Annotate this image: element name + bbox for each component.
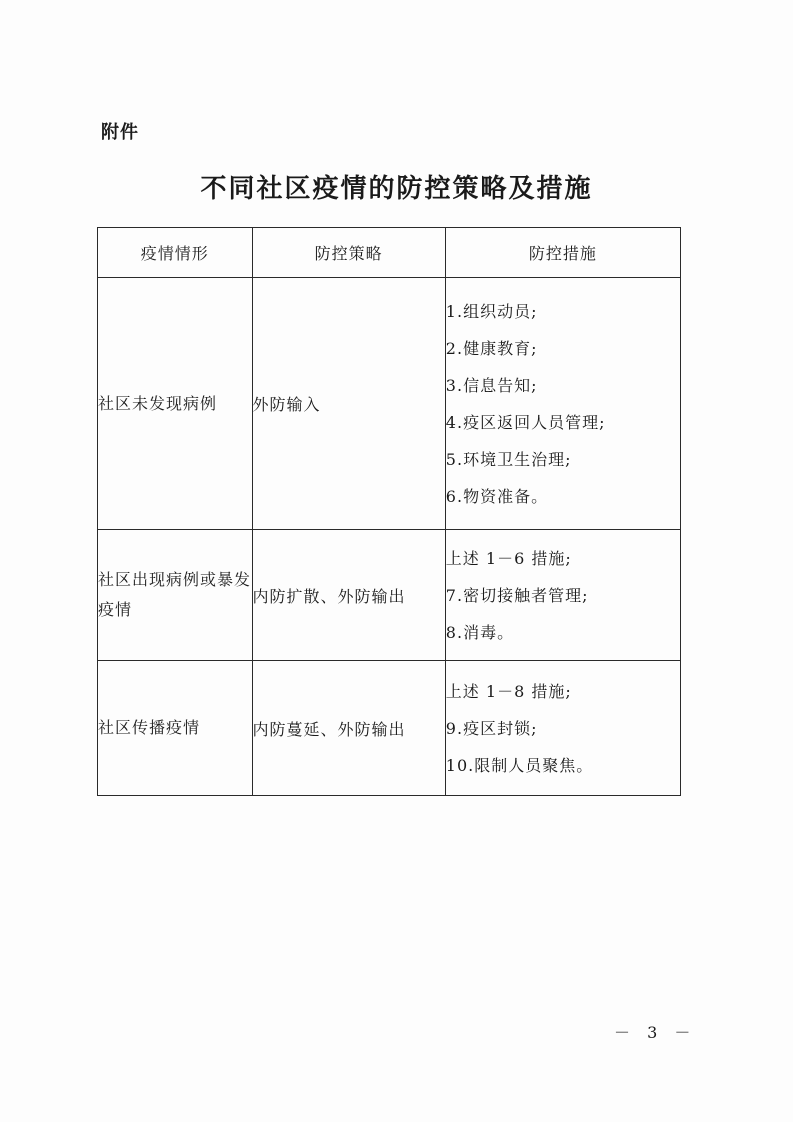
table-header-row bbox=[98, 228, 681, 278]
measure-item: 上述 1－6 措施; bbox=[445, 548, 572, 568]
measure-item: 10.限制人员聚焦。 bbox=[445, 755, 594, 775]
situation-cell: 社区未发现病例 bbox=[98, 278, 253, 530]
situation-cell: 社区出现病例或暴发疫情 bbox=[98, 530, 253, 661]
strategy-cell: 内防扩散、外防输出 bbox=[252, 530, 445, 661]
measure-item: 3.信息告知; bbox=[445, 375, 538, 395]
measure-item: 7.密切接触者管理; bbox=[445, 585, 589, 605]
measure-item: 4.疫区返回人员管理; bbox=[445, 412, 606, 432]
measure-item: 9.疫区封锁; bbox=[445, 718, 538, 738]
table-row bbox=[98, 530, 681, 661]
measures-table bbox=[97, 227, 681, 796]
measures-cell bbox=[445, 278, 680, 530]
strategy-cell: 内防蔓延、外防输出 bbox=[252, 661, 445, 796]
attachment-label: 附件 bbox=[101, 122, 139, 143]
measure-item: 6.物资准备。 bbox=[445, 486, 549, 506]
measure-item: 8.消毒。 bbox=[445, 622, 515, 642]
measure-item: 5.环境卫生治理; bbox=[445, 449, 572, 469]
measure-item: 1.组织动员; bbox=[445, 301, 538, 321]
page-title: 不同社区疫情的防控策略及措施 bbox=[200, 174, 593, 204]
table-row bbox=[98, 278, 681, 530]
header-strategy: 防控策略 bbox=[252, 228, 445, 278]
measure-item: 2.健康教育; bbox=[445, 338, 538, 358]
header-situation: 疫情情形 bbox=[98, 228, 253, 278]
table-row bbox=[98, 661, 681, 796]
page-number: － 3 － bbox=[614, 1023, 697, 1042]
header-measures: 防控措施 bbox=[445, 228, 680, 278]
situation-cell: 社区传播疫情 bbox=[98, 661, 253, 796]
strategy-cell: 外防输入 bbox=[252, 278, 445, 530]
measure-item: 上述 1－8 措施; bbox=[445, 681, 572, 701]
measures-cell bbox=[445, 530, 680, 661]
measures-cell bbox=[445, 661, 680, 796]
